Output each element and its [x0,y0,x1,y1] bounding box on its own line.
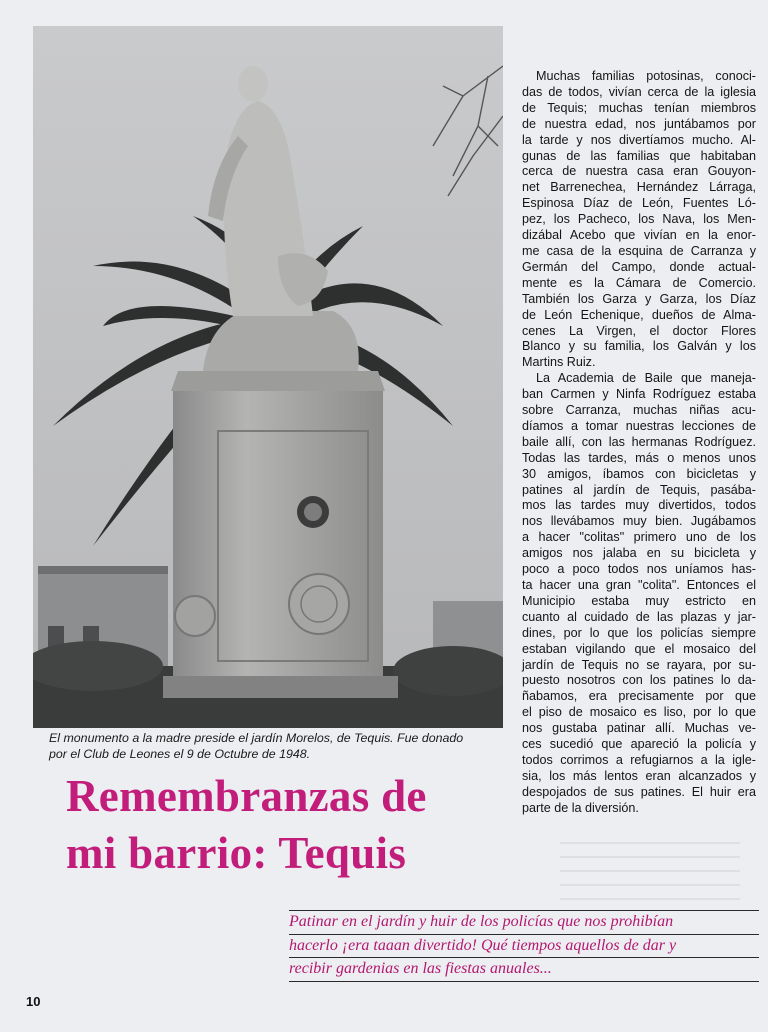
body-line: nos llevábamos muy bien. Jugábamos [522,514,756,529]
title-line: mi barrio: Tequis [66,828,407,878]
faint-background-text [560,830,740,900]
body-line: Germán del Campo, donde actual- [522,259,756,274]
body-line: Martins Ruiz. [522,355,596,370]
body-line: baile allí, con las hermanas Rodríguez. [522,434,756,449]
body-line: Blanco y su familia, los Galván y los [522,339,756,354]
pull-quote-line: recibir gardenias en las fiestas anuales... [289,958,759,982]
article-title [66,768,516,882]
body-line: de León Echenique, dueños de Alma- [522,307,756,322]
body-line: despojados de sus patines. El huir era [522,784,756,799]
body-line: amigos nos jalaba en su bicicleta y [522,546,756,561]
body-line: el piso de mosaico es liso, por lo que [522,705,756,720]
caption-line: El monumento a la madre preside el jardín Morelos, de Tequis. Fue donado [49,731,464,745]
body-line: Municipio estaba muy estricto en [522,593,756,608]
body-line: puesto nosotros con los patines lo da- [522,673,756,688]
body-line: Todas las tardes, más o menos unos [522,450,756,465]
pull-quote-line: hacerlo ¡era taaan divertido! Qué tiempos aquellos de dar y [289,935,759,959]
pull-quote-line: Patinar en el jardín y huir de los policías que nos prohibían [289,910,759,935]
body-line: parte de la diversión. [522,800,639,815]
photo-caption [49,730,509,762]
body-line: mente es la Cámara de Comercio. [522,275,756,290]
body-line: dizábal Acebo que vivían en la enor- [522,228,756,243]
body-line: patines al jardín de Tequis, pasába- [522,482,756,497]
body-line: Muchas familias potosinas, conoci- [536,69,756,83]
body-line: de nuestra edad, nos juntábamos por [522,116,756,131]
body-line: poco a poco todos nos uníamos has- [522,562,756,577]
body-line: sobre Carranza, muchas niñas acu- [522,403,756,418]
title-line: Remembranzas de [66,771,427,821]
article-paragraph-1 [522,69,756,371]
body-line: a hacer "colitas" primero uno de los [522,530,756,545]
body-line: Espinosa Díaz de León, Fuentes Ló- [522,196,756,211]
body-line: sia, los más lentos eran alcanzados y [522,768,756,783]
caption-line: por el Club de Leones el 9 de Octubre de 1948. [49,747,311,761]
body-line: cerca de nuestra casa eran Gouyon- [522,164,756,179]
body-line: ces sucedió que apareció la policía y [522,737,756,752]
body-line: La Academia de Baile que maneja- [536,371,756,386]
body-line: pez, los Pacheco, los Nava, los Men- [522,212,756,227]
body-line: de Tequis; muchas tenían miembros [522,100,756,115]
body-line: cuanto al cuidado de las plazas y jar- [522,609,756,624]
pull-quote [289,910,759,982]
body-line: ta hacer una gran "colita". Entonces el [522,578,756,592]
body-line: todos corrimos a refugiarnos a la igle- [522,752,756,767]
body-line: la tarde y nos divertíamos mucho. Al- [522,132,756,147]
body-line: cenes La Virgen, el doctor Flores [522,323,756,338]
body-line: nos gustaba patinar allí. Muchas ve- [522,721,756,736]
body-line: díamos a tomar nuestras lecciones de [522,418,756,433]
body-line: ban Carmen y Ninfa Rodríguez estaba [522,387,756,402]
body-line: ñabamos, era precisamente por que [522,689,756,704]
body-line: También los Garza y Garza, los Díaz [522,291,756,306]
body-line: net Barrenechea, Hernández Lárraga, [522,180,756,195]
body-line: 30 amigos, íbamos con bicicletas y [522,466,756,481]
article-body [522,69,756,817]
page-number: 10 [26,994,41,1009]
body-line: me casa de la esquina de Carranza y [522,243,756,258]
body-line: dines, por lo que los policías siempre [522,625,756,640]
body-line: mos las tardes muy divertidos, todos [522,498,756,513]
article-paragraph-2 [522,371,756,816]
body-line: gunas de las familias que habitaban [522,148,756,163]
monument-photo-image [33,26,503,728]
monument-photo [33,26,503,728]
body-line: das de todos, vivían cerca de la iglesia [522,84,756,99]
body-line: jardín de Tequis no se rayara, por su- [522,657,756,672]
body-line: estaban vigilando que el mosaico del [522,641,756,656]
